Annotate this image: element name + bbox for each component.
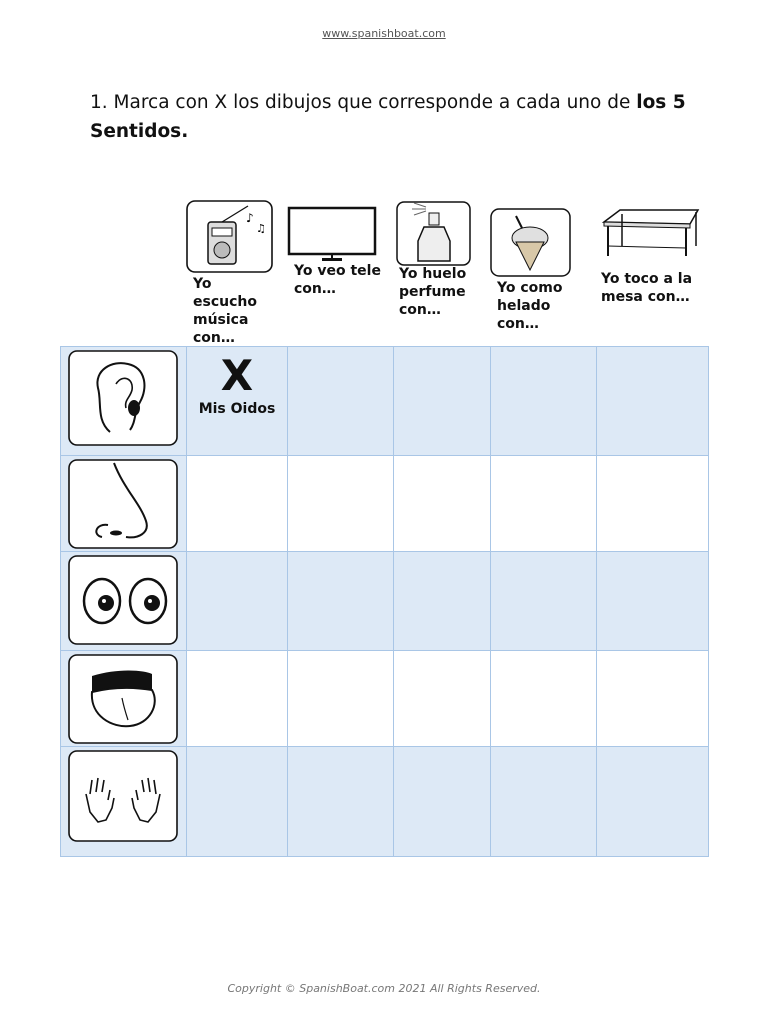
grid-cell[interactable] <box>394 552 491 651</box>
television-icon <box>287 206 377 262</box>
grid-cell[interactable] <box>491 552 597 651</box>
grid-cell[interactable] <box>187 747 288 857</box>
answer-cell[interactable] <box>187 347 288 456</box>
grid-cell[interactable] <box>491 347 597 456</box>
grid-cell[interactable] <box>187 651 288 747</box>
row-see <box>61 552 709 651</box>
grid-cell[interactable] <box>597 456 709 552</box>
grid-cell[interactable] <box>288 552 394 651</box>
grid-cell[interactable] <box>288 747 394 857</box>
sense-cell-ear <box>61 347 187 456</box>
grid-cell[interactable] <box>491 456 597 552</box>
column-label-listen: Yo escucho música con… <box>193 276 257 346</box>
column-label-smell: Yo huelo perfume con… <box>399 266 467 318</box>
grid-cell[interactable] <box>187 456 288 552</box>
grid-cell[interactable] <box>288 347 394 456</box>
senses-grid <box>60 346 709 857</box>
sense-cell-eyes <box>61 552 187 651</box>
row-taste <box>61 651 709 747</box>
instruction-text-after: . <box>181 121 189 142</box>
ear-icon <box>68 350 180 448</box>
instruction-text <box>90 88 690 146</box>
tongue-icon <box>68 654 180 746</box>
grid-cell[interactable] <box>597 651 709 747</box>
answer-x-mark: X <box>220 351 254 400</box>
row-touch <box>61 747 709 857</box>
sense-cell-hands <box>61 747 187 857</box>
copyright-text: Copyright © SpanishBoat.com 2021 All Rights Reserved. <box>227 982 541 995</box>
nose-icon <box>68 459 180 551</box>
radio-icon <box>186 200 274 274</box>
grid-cell[interactable] <box>394 347 491 456</box>
svg-text:♫: ♫ <box>256 222 266 235</box>
sense-cell-tongue <box>61 651 187 747</box>
hands-icon <box>68 750 180 846</box>
grid-cell[interactable] <box>597 747 709 857</box>
site-link[interactable]: www.spanishboat.com <box>322 27 446 40</box>
grid-cell[interactable] <box>491 651 597 747</box>
instruction-text-before: 1. Marca con X los dibujos que corresponde a cada uno de <box>90 92 637 113</box>
sense-cell-nose <box>61 456 187 552</box>
ice-cream-icon <box>490 208 572 278</box>
column-label-see: Yo veo tele con… <box>294 263 381 297</box>
grid-cell[interactable] <box>288 456 394 552</box>
column-label-taste: Yo como helado con… <box>497 280 563 332</box>
column-label-touch: Yo toco a la mesa con… <box>601 271 693 305</box>
grid-cell[interactable] <box>394 456 491 552</box>
grid-cell[interactable] <box>491 747 597 857</box>
row-hear <box>61 347 709 456</box>
perfume-bottle-icon <box>396 201 472 267</box>
eyes-icon <box>68 555 180 647</box>
table-icon <box>598 204 702 260</box>
svg-text:♪: ♪ <box>246 211 254 225</box>
grid-cell[interactable] <box>597 347 709 456</box>
grid-cell[interactable] <box>394 651 491 747</box>
grid-cell[interactable] <box>288 651 394 747</box>
instruction-text-bold: los 5 Sentidos <box>90 92 686 142</box>
answer-label: Mis Oidos <box>198 401 276 417</box>
grid-cell[interactable] <box>394 747 491 857</box>
grid-cell[interactable] <box>187 552 288 651</box>
row-smell <box>61 456 709 552</box>
grid-cell[interactable] <box>597 552 709 651</box>
